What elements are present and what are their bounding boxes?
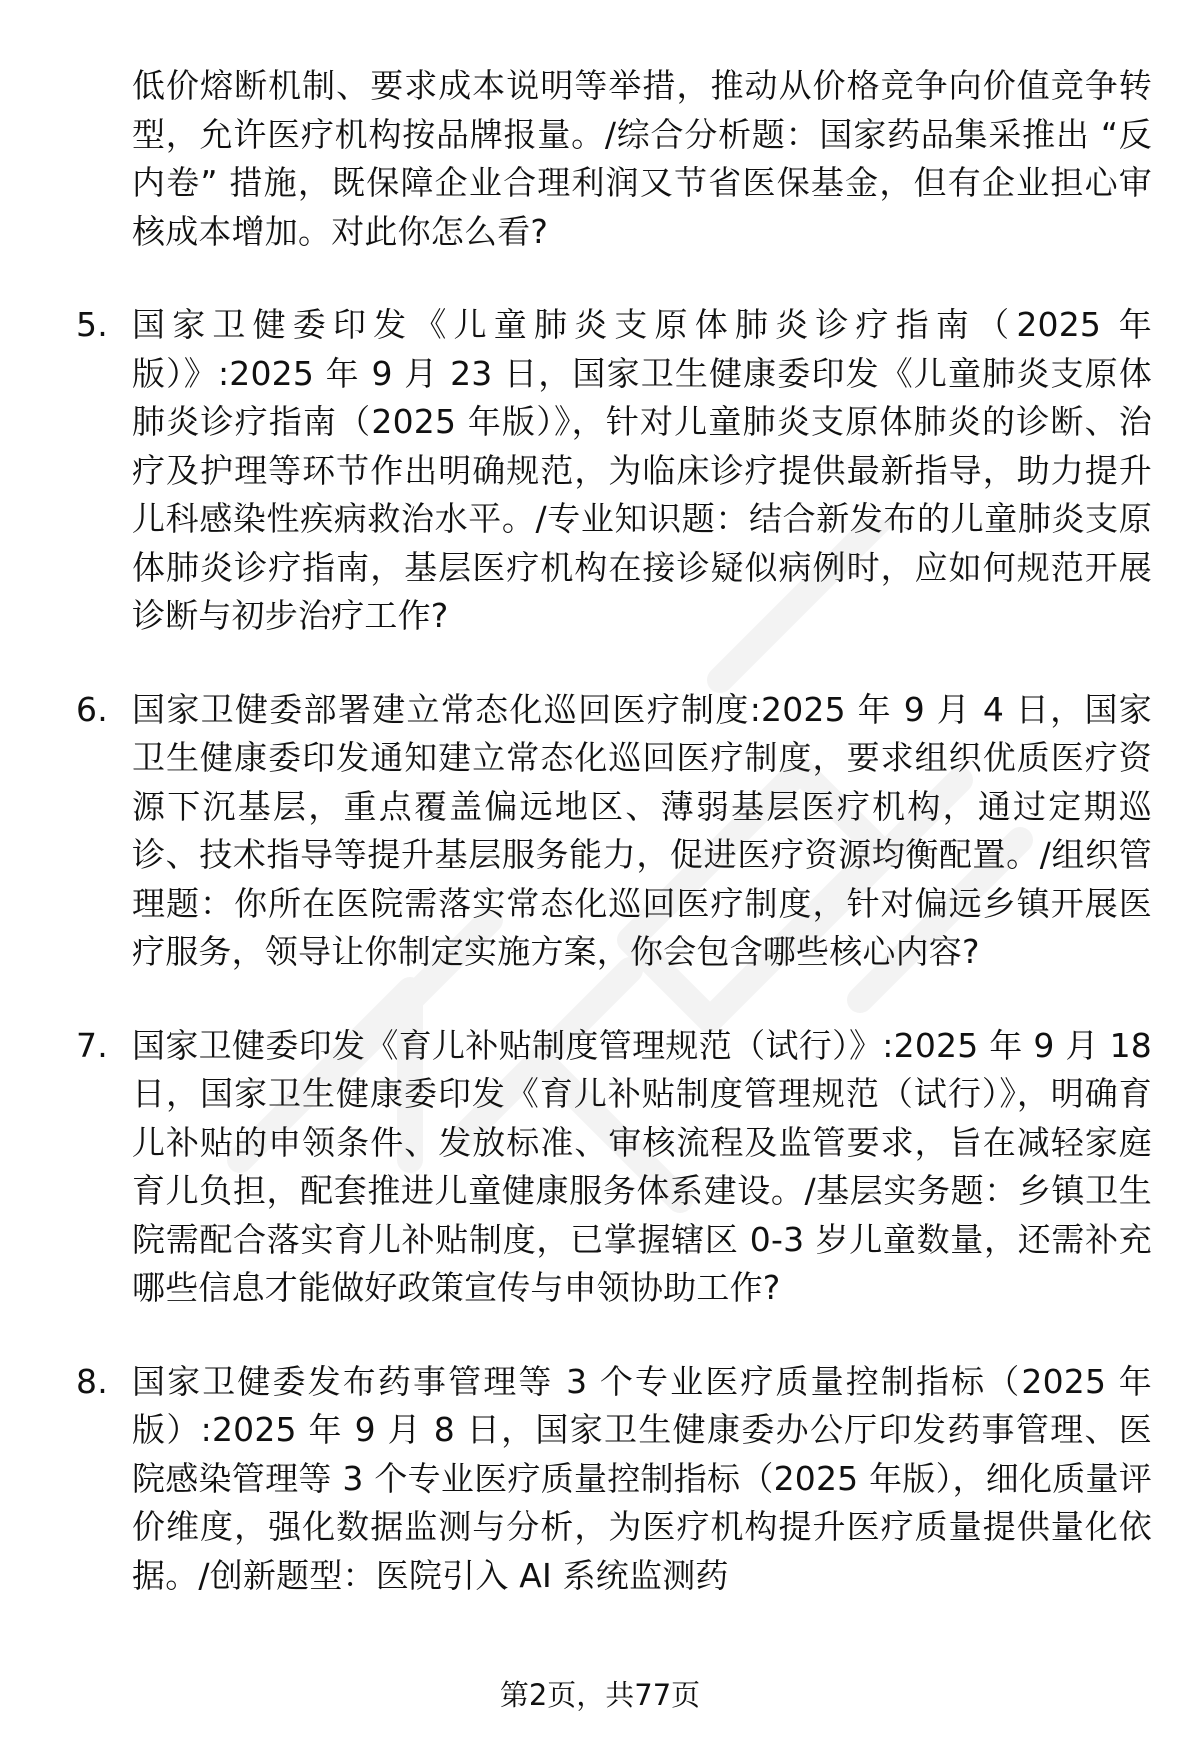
list-item-8 (0, 1358, 1200, 1601)
question-list (0, 62, 1200, 1645)
item-text: 低价熔断机制、要求成本说明等举措，推动从价格竞争向价值竞争转型，允许医疗机构按品牌报量。/综合分析题：国家药品集采推出 “反内卷” 措施，既保障企业合理利润又节省医保基金，但有企业担心审核成本增加。对此你怎么看? (132, 66, 1152, 251)
item-text: 国家卫健委部署建立常态化巡回医疗制度:2025 年 9 月 4 日，国家卫生健康委印发通知建立常态化巡回医疗制度，要求组织优质医疗资源下沉基层，重点覆盖偏远地区、薄弱基层医疗机构，通过定期巡诊、技术指导等提升基层服务能力，促进医疗资源均衡配置。/组织管理题：你所在医院需落实常态化巡回医疗制度，针对偏远乡镇开展医疗服务，领导让你制定实施方案，你会包含哪些核心内容? (132, 689, 1152, 971)
list-item-continuation (0, 62, 1200, 256)
list-item-5 (0, 301, 1200, 641)
page-number-label: 第2页，共77页 (499, 1678, 701, 1712)
item-number: 7. (76, 1025, 108, 1065)
item-number: 6. (76, 689, 108, 729)
item-number: 8. (76, 1361, 108, 1401)
list-item-6 (0, 686, 1200, 977)
item-text: 国家卫健委发布药事管理等 3 个专业医疗质量控制指标（2025 年版）:2025 年 9 月 8 日，国家卫生健康委办公厅印发药事管理、医院感染管理等 3 个专业医疗质量控制指标（2025 年版），细化质量评价维度，强化数据监测与分析，为医疗机构提升医疗质量提供量化依据。/创新题型：医院引入 AI 系统监测药 (132, 1361, 1152, 1595)
page-footer (0, 1675, 1200, 1715)
item-text: 国家卫健委印发《育儿补贴制度管理规范（试行）》:2025 年 9 月 18 日，国家卫生健康委印发《育儿补贴制度管理规范（试行）》，明确育儿补贴的申领条件、发放标准、审核流程及监管要求，旨在减轻家庭育儿负担，配套推进儿童健康服务体系建设。/基层实务题：乡镇卫生院需配合落实育儿补贴制度，已掌握辖区 0-3 岁儿童数量，还需补充哪些信息才能做好政策宣传与申领协助工作? (132, 1025, 1152, 1307)
item-text: 国家卫健委印发《儿童肺炎支原体肺炎诊疗指南（2025 年版）》:2025 年 9 月 23 日，国家卫生健康委印发《儿童肺炎支原体肺炎诊疗指南（2025 年版）》，针对儿童肺炎支原体肺炎的诊断、治疗及护理等环节作出明确规范，为临床诊疗提供最新指导，助力提升儿科感染性疾病救治水平。/专业知识题：结合新发布的儿童肺炎支原体肺炎诊疗指南，基层医疗机构在接诊疑似病例时，应如何规范开展诊断与初步治疗工作? (132, 305, 1152, 635)
list-item-7 (0, 1022, 1200, 1313)
item-number: 5. (76, 305, 108, 344)
